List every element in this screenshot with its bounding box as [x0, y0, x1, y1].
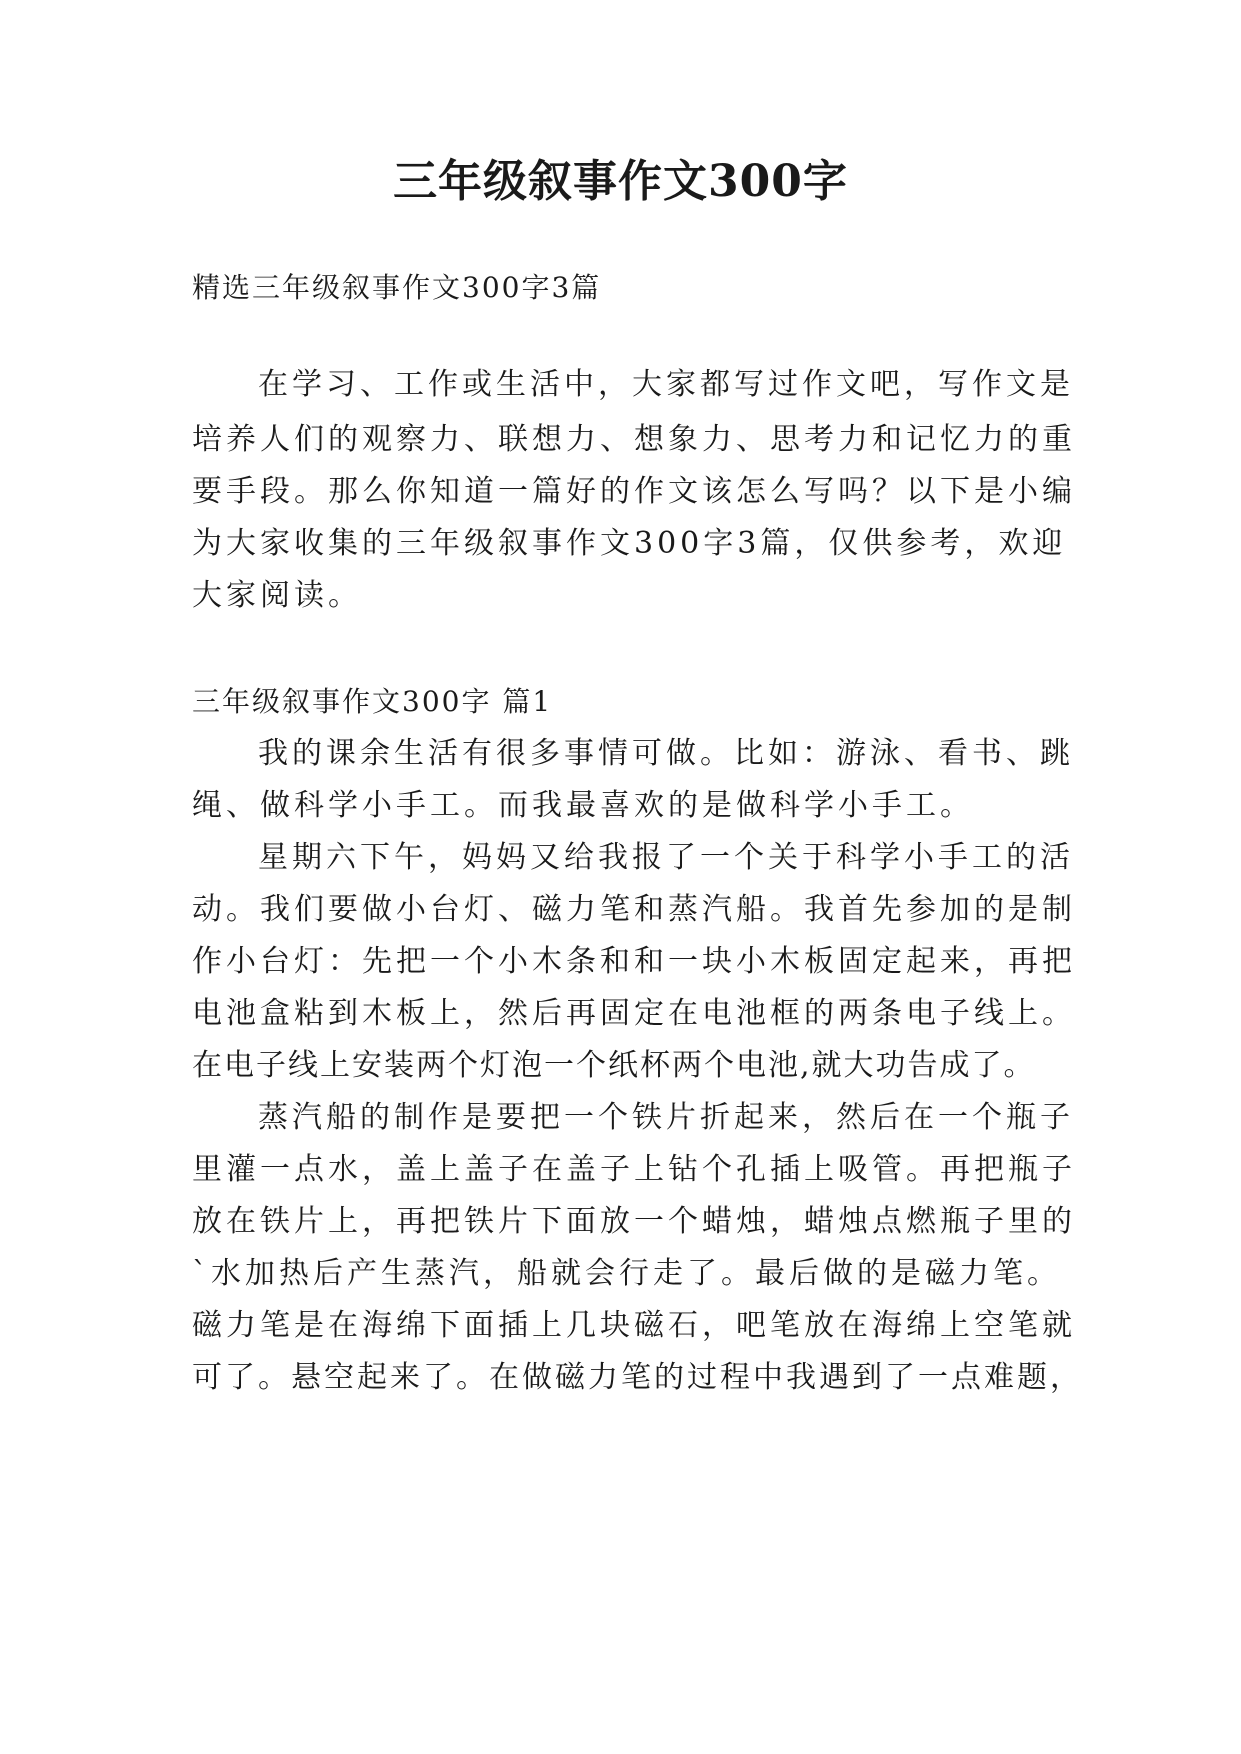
intro-line: 在学习、工作或生活中，大家都写过作文吧，写作文是	[258, 367, 1074, 402]
body-line: 放在铁片上，再把铁片下面放一个蜡烛，蜡烛点燃瓶子里的	[192, 1204, 1076, 1239]
body-line: 作小台灯：先把一个小木条和和一块小木板固定起来，再把	[192, 944, 1076, 979]
body-line: 里灌一点水，盖上盖子在盖子上钻个孔插上吸管。再把瓶子	[192, 1152, 1076, 1187]
body-line: 蒸汽船的制作是要把一个铁片折起来，然后在一个瓶子	[258, 1100, 1074, 1135]
intro-line: 大家阅读。	[192, 578, 362, 613]
body-line: 动。我们要做小台灯、磁力笔和蒸汽船。我首先参加的是制	[192, 892, 1076, 927]
body-line: `水加热后产生蒸汽，船就会行走了。最后做的是磁力笔。	[192, 1256, 1061, 1291]
intro-line: 要手段。那么你知道一篇好的作文该怎么写吗？以下是小编	[192, 474, 1076, 509]
document-subtitle: 精选三年级叙事作文300字3篇	[192, 271, 602, 304]
intro-line: 培养人们的观察力、联想力、想象力、思考力和记忆力的重	[192, 422, 1076, 457]
body-line: 磁力笔是在海绵下面插上几块磁石，吧笔放在海绵上空笔就	[192, 1308, 1076, 1343]
body-line: 绳、做科学小手工。而我最喜欢的是做科学小手工。	[192, 788, 974, 823]
body-line: 电池盒粘到木板上，然后再固定在电池框的两条电子线上。	[192, 996, 1076, 1031]
section-heading: 三年级叙事作文300字 篇1	[192, 685, 553, 718]
body-line: 可了。悬空起来了。在做磁力笔的过程中我遇到了一点难题，	[192, 1360, 1083, 1395]
body-line: 我的课余生活有很多事情可做。比如：游泳、看书、跳	[258, 736, 1074, 771]
body-line: 星期六下午，妈妈又给我报了一个关于科学小手工的活	[258, 840, 1074, 875]
document-title: 三年级叙事作文300字	[393, 156, 848, 207]
body-line: 在电子线上安装两个灯泡一个纸杯两个电池,就大功告成了。	[192, 1048, 1036, 1083]
intro-line: 为大家收集的三年级叙事作文300字3篇，仅供参考，欢迎	[192, 526, 1067, 561]
